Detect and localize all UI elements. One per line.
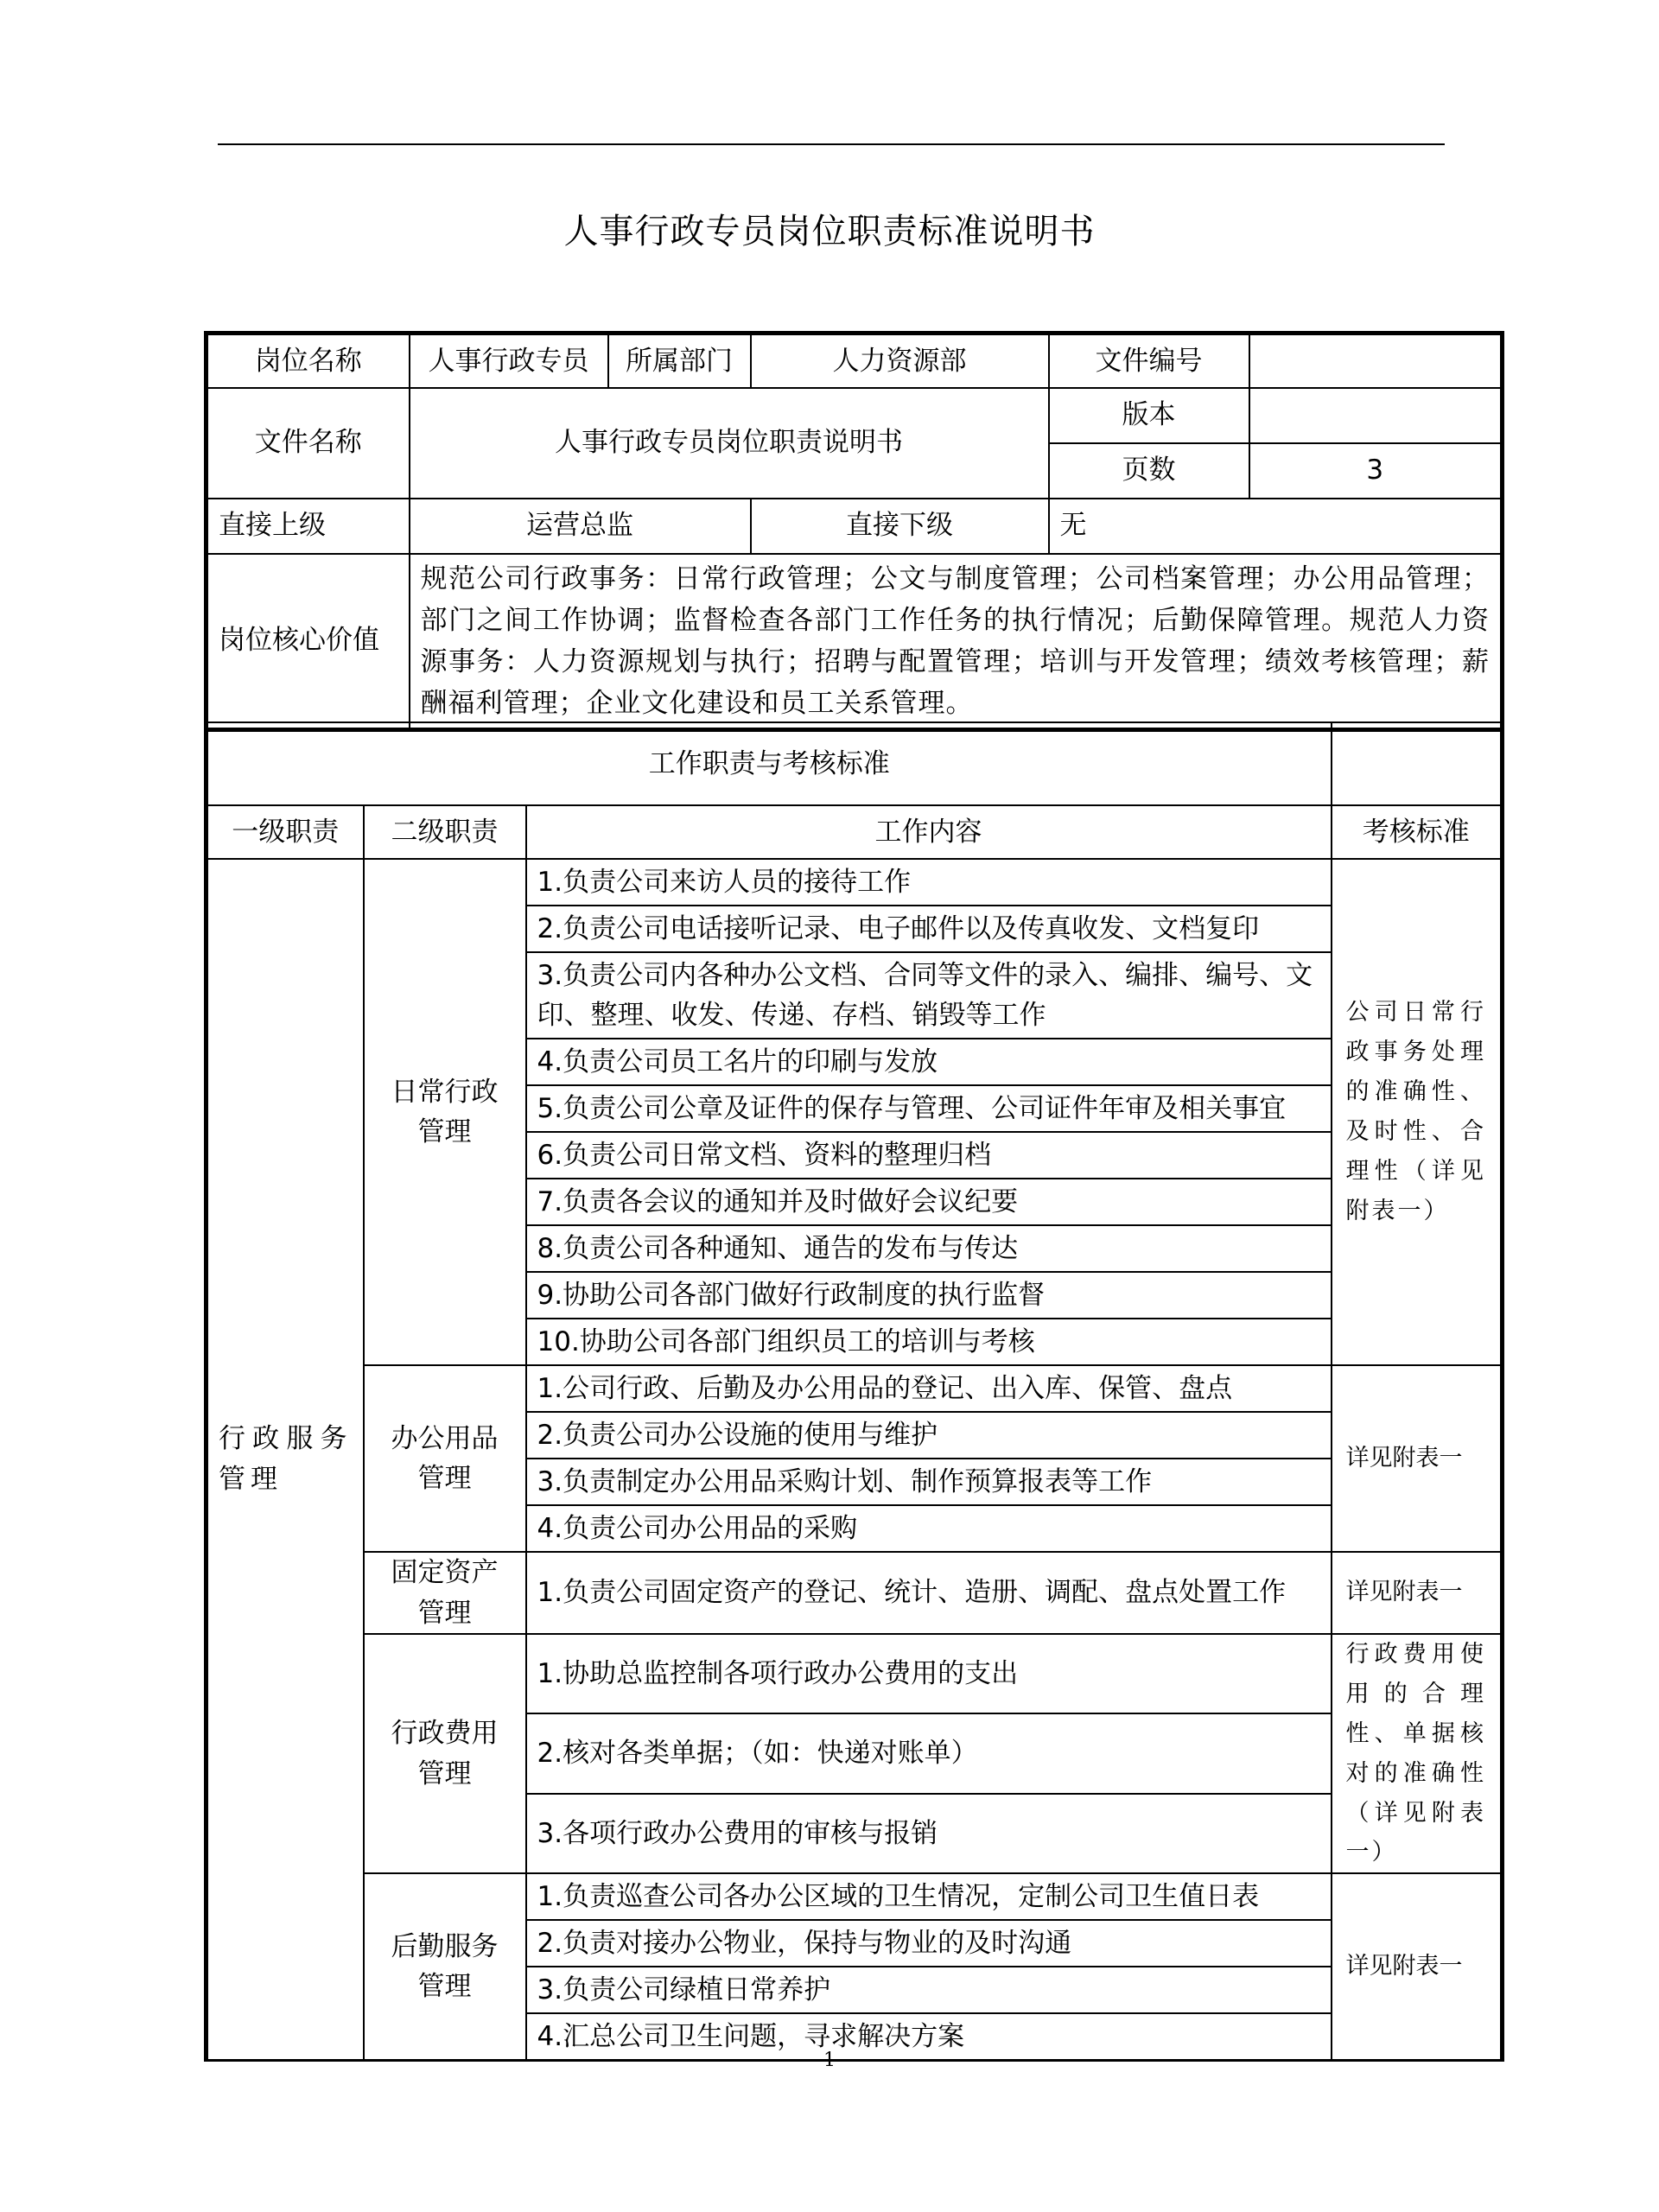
duty-item: 3.负责公司内各种办公文档、合同等文件的录入、编排、编号、文印、整理、收发、传递、存档、销毁等工作 <box>526 952 1332 1039</box>
duty-item: 1.协助总监控制各项行政办公费用的支出 <box>526 1634 1332 1713</box>
superior-label: 直接上级 <box>207 499 410 554</box>
dept-label: 所属部门 <box>608 334 751 388</box>
pages-value: 3 <box>1249 443 1503 499</box>
file-name-label: 文件名称 <box>207 388 410 499</box>
duties-section-blank <box>1332 722 1503 805</box>
post-info-table <box>204 331 1504 732</box>
version-label: 版本 <box>1049 388 1249 443</box>
duty-item: 6.负责公司日常文档、资料的整理归档 <box>526 1132 1332 1179</box>
pages-label: 页数 <box>1049 443 1249 499</box>
duty-item: 3.负责制定办公用品采购计划、制作预算报表等工作 <box>526 1459 1332 1505</box>
duty-item: 7.负责各会议的通知并及时做好会议纪要 <box>526 1179 1332 1225</box>
duty-item: 4.汇总公司卫生问题，寻求解决方案 <box>526 2013 1332 2060</box>
duty-item: 4.负责公司办公用品的采购 <box>526 1505 1332 1552</box>
subordinate-value: 无 <box>1049 499 1503 554</box>
duty-item: 5.负责公司公章及证件的保存与管理、公司证件年审及相关事宜 <box>526 1085 1332 1132</box>
file-name-value: 人事行政专员岗位职责说明书 <box>410 388 1049 499</box>
version-value <box>1249 388 1503 443</box>
dept-value: 人力资源部 <box>751 334 1049 388</box>
level2-duty: 办公用品管理 <box>364 1365 526 1552</box>
core-value-text: 规范公司行政事务：日常行政管理；公文与制度管理；公司档案管理；办公用品管理；部门之间工作协调；监督检查各部门工作任务的执行情况；后勤保障管理。规范人力资源事务：人力资源规划与执行；招聘与配置管理；培训与开发管理；绩效考核管理；薪酬福利管理；企业文化建设和员工关系管理。 <box>410 554 1503 730</box>
duty-item: 9.协助公司各部门做好行政制度的执行监督 <box>526 1272 1332 1319</box>
level2-duty: 行政费用管理 <box>364 1634 526 1873</box>
duty-item: 8.负责公司各种通知、通告的发布与传达 <box>526 1225 1332 1272</box>
header-level2: 二级职责 <box>364 805 526 859</box>
file-no-label: 文件编号 <box>1049 334 1249 388</box>
core-value-label: 岗位核心价值 <box>207 554 410 730</box>
subordinate-label: 直接下级 <box>751 499 1049 554</box>
header-content: 工作内容 <box>526 805 1332 859</box>
duty-item: 3.负责公司绿植日常养护 <box>526 1967 1332 2013</box>
level2-duty: 日常行政管理 <box>364 859 526 1365</box>
duty-item: 10.协助公司各部门组织员工的培训与考核 <box>526 1319 1332 1365</box>
duty-item: 2.负责对接办公物业，保持与物业的及时沟通 <box>526 1920 1332 1967</box>
file-no-value <box>1249 334 1503 388</box>
header-rule <box>218 143 1445 145</box>
assessment-standard: 详见附表一 <box>1332 1552 1503 1634</box>
level2-duty: 后勤服务管理 <box>364 1873 526 2060</box>
duty-item: 1.负责公司来访人员的接待工作 <box>526 859 1332 906</box>
assessment-standard: 详见附表一 <box>1332 1365 1503 1552</box>
duty-item: 1.负责巡查公司各办公区域的卫生情况，定制公司卫生值日表 <box>526 1873 1332 1920</box>
level1-duty: 行政服务管理 <box>207 859 364 2060</box>
duty-item: 4.负责公司员工名片的印刷与发放 <box>526 1039 1332 1085</box>
duty-item: 3.各项行政办公费用的审核与报销 <box>526 1794 1332 1873</box>
duties-table <box>204 721 1504 2062</box>
duties-section-title: 工作职责与考核标准 <box>207 722 1332 805</box>
duty-item: 2.负责公司电话接听记录、电子邮件以及传真收发、文档复印 <box>526 906 1332 952</box>
duty-item: 2.负责公司办公设施的使用与维护 <box>526 1412 1332 1459</box>
header-standard: 考核标准 <box>1332 805 1503 859</box>
duty-item: 2.核对各类单据；（如：快递对账单） <box>526 1713 1332 1793</box>
header-level1: 一级职责 <box>207 805 364 859</box>
duty-item: 1.公司行政、后勤及办公用品的登记、出入库、保管、盘点 <box>526 1365 1332 1412</box>
assessment-standard: 详见附表一 <box>1332 1873 1503 2060</box>
duty-item: 1.负责公司固定资产的登记、统计、造册、调配、盘点处置工作 <box>526 1552 1332 1634</box>
post-name-value: 人事行政专员 <box>410 334 608 388</box>
level2-duty: 固定资产管理 <box>364 1552 526 1634</box>
page-number: 1 <box>823 2050 836 2071</box>
assessment-standard: 公司日常行政事务处理的准确性、及时性、合理性（详见附表一） <box>1332 859 1503 1365</box>
post-name-label: 岗位名称 <box>207 334 410 388</box>
superior-value: 运营总监 <box>410 499 751 554</box>
document-title: 人事行政专员岗位职责标准说明书 <box>563 212 1096 251</box>
assessment-standard: 行政费用使用的合理性、单据核对的准确性（详见附表一） <box>1332 1634 1503 1873</box>
